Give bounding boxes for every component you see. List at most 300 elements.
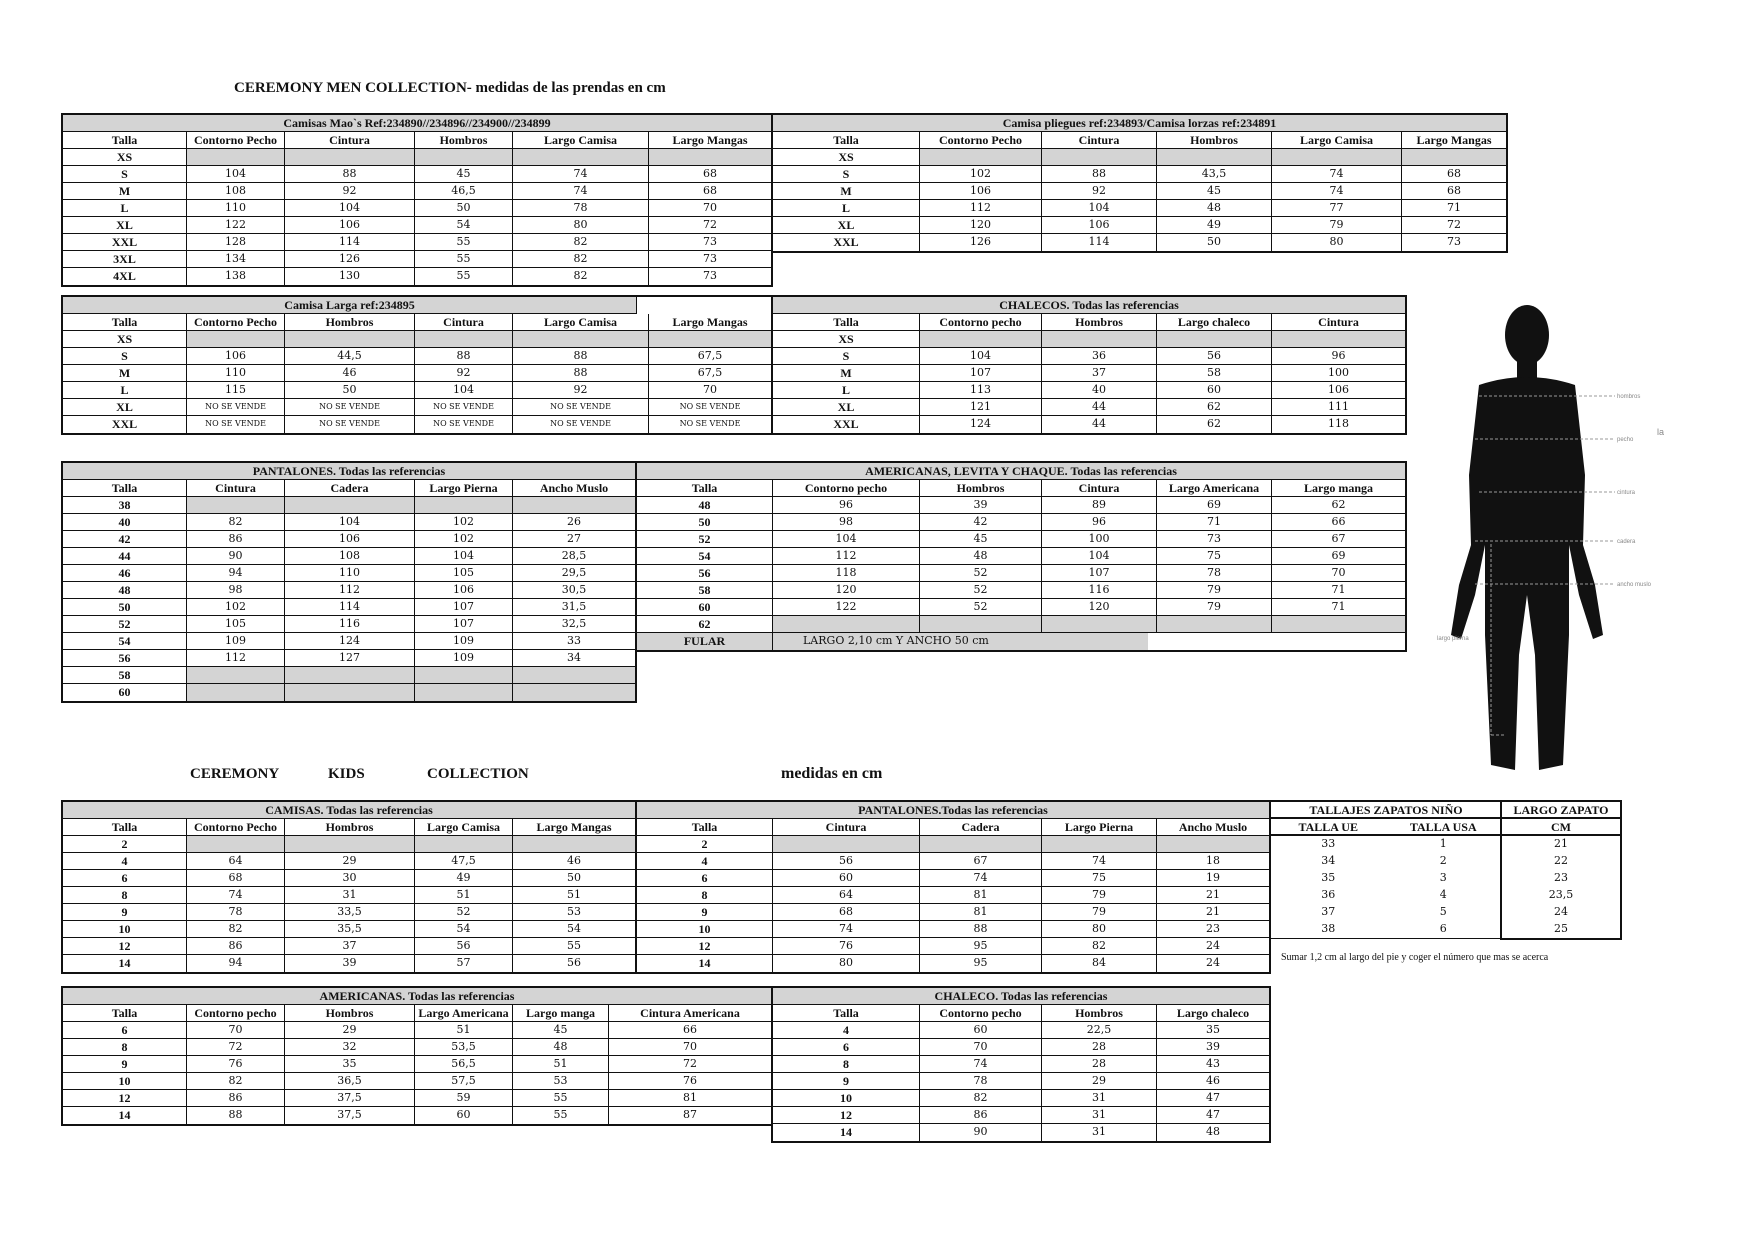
- value-cell: 58: [1157, 365, 1272, 381]
- value-cell: 69: [1331, 549, 1346, 562]
- table-row: [1271, 853, 1501, 870]
- table-caption: PANTALONES.Todas las referencias: [637, 802, 1269, 819]
- value-cell: 108: [187, 183, 285, 199]
- value-cell: [513, 836, 635, 852]
- table-row: [773, 399, 1405, 416]
- value-cell: 56: [773, 853, 920, 869]
- value-cell: 82: [187, 921, 285, 937]
- value-cell: 74: [1272, 183, 1402, 199]
- value-cell: 78: [1157, 565, 1272, 581]
- table-row: [773, 217, 1506, 234]
- value-cell: 120: [1042, 599, 1157, 615]
- value-cell: 74: [1042, 853, 1157, 869]
- value-cell: 68: [187, 870, 285, 886]
- value-cell: 29,5: [561, 566, 587, 579]
- value-cell: 67,5: [697, 366, 723, 379]
- table-row: [637, 599, 1405, 616]
- kids-trousers-table: [635, 800, 1271, 974]
- value-cell: 21: [1206, 888, 1220, 901]
- table-row: [63, 348, 771, 365]
- size-cell: M: [63, 183, 187, 199]
- value-cell: NO SE VENDE: [679, 419, 741, 428]
- value-cell: [187, 684, 285, 701]
- size-cell: 38: [63, 497, 187, 513]
- size-cell: 12: [773, 1107, 920, 1123]
- value-cell: [513, 667, 635, 683]
- value-cell: 37: [285, 938, 415, 954]
- value-cell: 32: [285, 1039, 415, 1055]
- column-header: Hombros: [285, 314, 415, 330]
- value-cell: 45: [513, 1022, 609, 1038]
- value-cell: 79: [1157, 582, 1272, 598]
- value-cell: 82: [513, 234, 649, 250]
- column-header: Largo Camisa: [415, 819, 513, 835]
- size-cell: 14: [773, 1124, 920, 1141]
- size-cell: 6: [773, 1039, 920, 1055]
- long-shirt-table: [61, 295, 773, 435]
- value-cell: 122: [187, 217, 285, 233]
- value-cell: 55: [415, 268, 513, 285]
- value-cell: 95: [920, 955, 1042, 972]
- value-cell: 74: [773, 921, 920, 937]
- column-header: Largo chaleco: [1176, 1006, 1250, 1020]
- value-cell: 47: [1206, 1108, 1220, 1121]
- table-row: [63, 582, 635, 599]
- kids-waistcoat-table: [771, 986, 1271, 1143]
- figure-label-ancho-muslo: ancho muslo: [1617, 582, 1652, 588]
- column-header: Talla: [63, 1005, 187, 1021]
- value-cell: 80: [1042, 921, 1157, 937]
- size-cell: 10: [773, 1090, 920, 1106]
- value-cell: 80: [773, 955, 920, 972]
- value-cell: 78: [513, 200, 649, 216]
- value-cell: 55: [415, 251, 513, 267]
- value-cell: NO SE VENDE: [415, 416, 513, 433]
- value-cell: 100: [1042, 531, 1157, 547]
- size-cell: 14: [63, 1107, 187, 1124]
- header-row: [63, 132, 771, 149]
- value-cell: 89: [1042, 497, 1157, 513]
- value-cell: 87: [683, 1108, 697, 1121]
- value-cell: NO SE VENDE: [513, 399, 649, 415]
- value-cell: 104: [415, 382, 513, 398]
- value-cell: 79: [1157, 599, 1272, 615]
- value-cell: 49: [1157, 217, 1272, 233]
- size-cell: 54: [637, 548, 773, 564]
- value-cell: 96: [1042, 514, 1157, 530]
- value-cell: 59: [415, 1090, 513, 1106]
- table-row: [637, 955, 1269, 972]
- value-cell: [415, 331, 513, 347]
- table-row: [63, 531, 635, 548]
- size-cell: 48: [637, 497, 773, 513]
- value-cell: 90: [187, 548, 285, 564]
- value-cell: 127: [285, 650, 415, 666]
- size-cell: 40: [63, 514, 187, 530]
- table-row: [63, 365, 771, 382]
- value-cell: 51: [415, 1022, 513, 1038]
- value-cell: [1042, 331, 1157, 347]
- value-cell: 30: [285, 870, 415, 886]
- table-row: [63, 514, 635, 531]
- value-cell: [773, 616, 920, 632]
- value-cell: 88: [1042, 166, 1157, 182]
- value-cell: 113: [920, 382, 1042, 398]
- table-row: [773, 1039, 1269, 1056]
- value-cell: 94: [187, 565, 285, 581]
- value-cell: 24: [1206, 939, 1220, 952]
- size-cell: 14: [63, 955, 187, 972]
- value-cell: 56,5: [415, 1056, 513, 1072]
- value-cell: 98: [187, 582, 285, 598]
- column-header: Hombros: [920, 480, 1042, 496]
- value-cell: 92: [1042, 183, 1157, 199]
- value-cell: 77: [1272, 200, 1402, 216]
- value-cell: [1042, 836, 1157, 852]
- value-cell: 29: [285, 853, 415, 869]
- table-row: [1271, 887, 1501, 904]
- table-row: [773, 183, 1506, 200]
- value-cell: 36: [1042, 348, 1157, 364]
- column-header: Talla: [637, 480, 773, 496]
- size-cell: 48: [63, 582, 187, 598]
- value-cell: 54: [415, 217, 513, 233]
- value-cell: 104: [920, 348, 1042, 364]
- value-cell: 55: [513, 1090, 609, 1106]
- size-cell: 2: [637, 836, 773, 852]
- value-cell: 120: [773, 582, 920, 598]
- value-cell: 24: [1206, 956, 1220, 969]
- table-row: [63, 149, 771, 166]
- column-header: Cadera: [920, 819, 1042, 835]
- table-row: [773, 365, 1405, 382]
- figure-label-edge: la: [1657, 427, 1665, 437]
- column-header: Talla: [63, 480, 187, 496]
- value-cell: 107: [415, 616, 513, 632]
- value-cell: 52: [415, 904, 513, 920]
- value-cell: [513, 331, 649, 347]
- value-cell: 54: [567, 922, 581, 935]
- table-caption: CAMISAS. Todas las referencias: [63, 802, 635, 819]
- kids-title-word-ceremony: CEREMONY: [190, 766, 280, 782]
- value-cell: 35: [1321, 871, 1336, 884]
- value-cell: 126: [920, 234, 1042, 251]
- column-header: Talla: [63, 314, 187, 330]
- column-header: Contorno Pecho: [187, 819, 285, 835]
- table-row: [637, 870, 1269, 887]
- size-cell: 6: [637, 870, 773, 886]
- value-cell: 53: [513, 1073, 609, 1089]
- value-cell: 73: [1447, 235, 1461, 248]
- value-cell: NO SE VENDE: [285, 399, 415, 415]
- value-cell: NO SE VENDE: [285, 416, 415, 433]
- value-cell: 75: [1042, 870, 1157, 886]
- column-header: Contorno pecho: [773, 480, 920, 496]
- value-cell: 110: [187, 200, 285, 216]
- size-cell: 4XL: [63, 268, 187, 285]
- size-cell: XXL: [773, 234, 920, 251]
- table-row: [637, 853, 1269, 870]
- value-cell: 40: [1042, 382, 1157, 398]
- table-row: [63, 921, 635, 938]
- size-cell: S: [773, 166, 920, 182]
- table-row: [63, 382, 771, 399]
- value-cell: 75: [1157, 548, 1272, 564]
- value-cell: 114: [285, 599, 415, 615]
- column-header: Contorno pecho: [920, 314, 1042, 330]
- value-cell: [187, 331, 285, 347]
- value-cell: 60: [773, 870, 920, 886]
- kids-title-word-collection: COLLECTION: [427, 766, 529, 782]
- value-cell: 100: [1328, 366, 1349, 379]
- size-cell: XS: [773, 331, 920, 347]
- value-cell: 78: [187, 904, 285, 920]
- value-cell: 71: [1331, 600, 1346, 613]
- table-row: [63, 599, 635, 616]
- value-cell: [649, 149, 771, 165]
- column-header: Hombros: [415, 132, 513, 148]
- value-cell: 70: [187, 1022, 285, 1038]
- value-cell: 109: [187, 633, 285, 649]
- table-row: [637, 514, 1405, 531]
- value-cell: 78: [920, 1073, 1042, 1089]
- value-cell: 109: [415, 633, 513, 649]
- table-row: [63, 853, 635, 870]
- column-header: Largo Americana: [415, 1005, 513, 1021]
- value-cell: 126: [285, 251, 415, 267]
- value-cell: 35: [285, 1056, 415, 1072]
- value-cell: 124: [920, 416, 1042, 433]
- kids-title-word-kids: KIDS: [328, 766, 365, 782]
- jackets-table: [635, 461, 1407, 652]
- value-cell: 72: [187, 1039, 285, 1055]
- header-row: [63, 819, 635, 836]
- table-row: [63, 1022, 771, 1039]
- value-cell: [1272, 616, 1405, 632]
- value-cell: 56: [415, 938, 513, 954]
- value-cell: 104: [1042, 548, 1157, 564]
- table-row: [1271, 921, 1501, 938]
- column-header: Cintura: [1042, 132, 1157, 148]
- value-cell: 31,5: [561, 600, 587, 613]
- value-cell: 23: [1554, 871, 1568, 884]
- size-cell: 9: [637, 904, 773, 920]
- column-header: TALLA UE: [1298, 820, 1358, 834]
- value-cell: [285, 684, 415, 701]
- size-cell: L: [63, 382, 187, 398]
- column-header: Talla: [773, 314, 920, 330]
- value-cell: [285, 149, 415, 165]
- value-cell: 31: [285, 887, 415, 903]
- header-row: [63, 1005, 771, 1022]
- value-cell: 37: [1321, 905, 1336, 918]
- table-row: [63, 166, 771, 183]
- table-row: [63, 887, 635, 904]
- value-cell: 74: [920, 870, 1042, 886]
- table-caption: Camisa Larga ref:234895: [63, 297, 637, 314]
- value-cell: [513, 684, 635, 701]
- value-cell: 69: [1157, 497, 1272, 513]
- value-cell: 74: [513, 183, 649, 199]
- column-header: Cintura Americana: [640, 1006, 740, 1020]
- size-cell: 42: [63, 531, 187, 547]
- column-header: Largo chaleco: [1157, 314, 1272, 330]
- value-cell: 104: [285, 200, 415, 216]
- value-cell: NO SE VENDE: [187, 399, 285, 415]
- value-cell: 55: [415, 234, 513, 250]
- value-cell: 118: [1328, 417, 1349, 430]
- table-caption: CHALECOS. Todas las referencias: [773, 297, 1405, 314]
- value-cell: [415, 667, 513, 683]
- table-caption: PANTALONES. Todas las referencias: [63, 463, 635, 480]
- value-cell: 84: [1042, 955, 1157, 972]
- value-cell: 106: [285, 531, 415, 547]
- value-cell: 51: [567, 888, 581, 901]
- value-cell: 80: [1272, 234, 1402, 251]
- size-cell: 10: [637, 921, 773, 937]
- size-cell: S: [63, 348, 187, 364]
- value-cell: 71: [1331, 583, 1346, 596]
- table-row: [773, 382, 1405, 399]
- value-cell: 29: [285, 1022, 415, 1038]
- value-cell: [187, 667, 285, 683]
- value-cell: [285, 667, 415, 683]
- value-cell: [920, 616, 1042, 632]
- table-row: [637, 582, 1405, 599]
- value-cell: [513, 149, 649, 165]
- table-row: [1271, 836, 1501, 853]
- table-caption: LARGO ZAPATO: [1502, 802, 1620, 819]
- size-cell: 4: [63, 853, 187, 869]
- trousers-table: [61, 461, 637, 703]
- table-row: [63, 938, 635, 955]
- table-row: [63, 331, 771, 348]
- value-cell: 51: [513, 1056, 609, 1072]
- value-cell: 48: [1206, 1125, 1220, 1138]
- value-cell: 53,5: [415, 1039, 513, 1055]
- value-cell: 44: [1042, 416, 1157, 433]
- column-header: Largo Mangas: [536, 820, 612, 834]
- value-cell: [285, 331, 415, 347]
- size-cell: L: [63, 200, 187, 216]
- value-cell: [415, 836, 513, 852]
- men-collection-title: CEREMONY MEN COLLECTION- medidas de las prendas en cm: [234, 80, 666, 96]
- table-row: [637, 531, 1405, 548]
- value-cell: 76: [187, 1056, 285, 1072]
- table-caption: TALLAJES ZAPATOS NIÑO: [1271, 802, 1501, 819]
- value-cell: 18: [1206, 854, 1220, 867]
- table-row: [1502, 853, 1620, 870]
- value-cell: 68: [1447, 184, 1461, 197]
- value-cell: 79: [1042, 887, 1157, 903]
- value-cell: 62: [1157, 416, 1272, 433]
- table-row: [1502, 887, 1620, 904]
- value-cell: 118: [773, 565, 920, 581]
- size-cell: 9: [773, 1073, 920, 1089]
- waistcoats-table: [771, 295, 1407, 435]
- value-cell: 36: [1321, 888, 1336, 901]
- value-cell: 50: [285, 382, 415, 398]
- kids-shirts-table: [61, 800, 637, 974]
- value-cell: 64: [187, 853, 285, 869]
- column-header: Contorno Pecho: [920, 132, 1042, 148]
- value-cell: 120: [920, 217, 1042, 233]
- value-cell: 34: [567, 651, 581, 664]
- value-cell: [1042, 616, 1157, 632]
- value-cell: [285, 836, 415, 852]
- table-row: [773, 234, 1506, 251]
- header-row: [773, 132, 1506, 149]
- header-row: [637, 480, 1405, 497]
- value-cell: 60: [1157, 382, 1272, 398]
- value-cell: 116: [285, 616, 415, 632]
- header-row: [773, 1005, 1269, 1022]
- column-header: Contorno pecho: [187, 1005, 285, 1021]
- size-cell: 60: [63, 684, 187, 701]
- size-cell: 56: [637, 565, 773, 581]
- value-cell: 80: [513, 217, 649, 233]
- value-cell: 22,5: [1042, 1022, 1157, 1038]
- shoe-length-table: [1500, 800, 1622, 940]
- value-cell: NO SE VENDE: [679, 402, 741, 411]
- value-cell: 105: [187, 616, 285, 632]
- value-cell: [1157, 331, 1272, 347]
- column-header: Cintura: [1318, 315, 1359, 329]
- value-cell: 70: [703, 201, 717, 214]
- column-header: Contorno pecho: [920, 1005, 1042, 1021]
- value-cell: 106: [187, 348, 285, 364]
- value-cell: [187, 836, 285, 852]
- value-cell: 66: [683, 1023, 697, 1036]
- header-row: [773, 314, 1405, 331]
- value-cell: [920, 836, 1042, 852]
- value-cell: 64: [773, 887, 920, 903]
- column-header: Largo Americana: [1157, 480, 1272, 496]
- value-cell: 45: [920, 531, 1042, 547]
- size-cell: 58: [63, 667, 187, 683]
- size-cell: XXL: [63, 234, 187, 250]
- column-header: Ancho Muslo: [539, 481, 609, 495]
- table-row: [637, 836, 1269, 853]
- table-row: [63, 399, 771, 416]
- size-cell: 9: [63, 904, 187, 920]
- value-cell: 54: [415, 921, 513, 937]
- value-cell: 105: [415, 565, 513, 581]
- column-header: CM: [1551, 820, 1571, 834]
- table-row: [63, 416, 771, 433]
- value-cell: [1157, 149, 1272, 165]
- size-cell: 6: [63, 1022, 187, 1038]
- value-cell: 47,5: [415, 853, 513, 869]
- value-cell: 50: [567, 871, 581, 884]
- value-cell: 26: [567, 515, 581, 528]
- value-cell: NO SE VENDE: [513, 416, 649, 433]
- value-cell: 112: [187, 650, 285, 666]
- value-cell: 95: [920, 938, 1042, 954]
- size-cell: XL: [63, 217, 187, 233]
- value-cell: 31: [1042, 1124, 1157, 1141]
- value-cell: 3: [1439, 871, 1447, 884]
- table-caption: AMERICANAS, LEVITA Y CHAQUE. Todas las referencias: [637, 463, 1405, 480]
- value-cell: 46: [285, 365, 415, 381]
- header-row: [1502, 819, 1620, 836]
- value-cell: 30,5: [561, 583, 587, 596]
- size-cell: 12: [63, 1090, 187, 1106]
- table-row: [63, 565, 635, 582]
- value-cell: 27: [567, 532, 581, 545]
- figure-label-pecho: pecho: [1617, 437, 1634, 443]
- value-cell: [1157, 616, 1272, 632]
